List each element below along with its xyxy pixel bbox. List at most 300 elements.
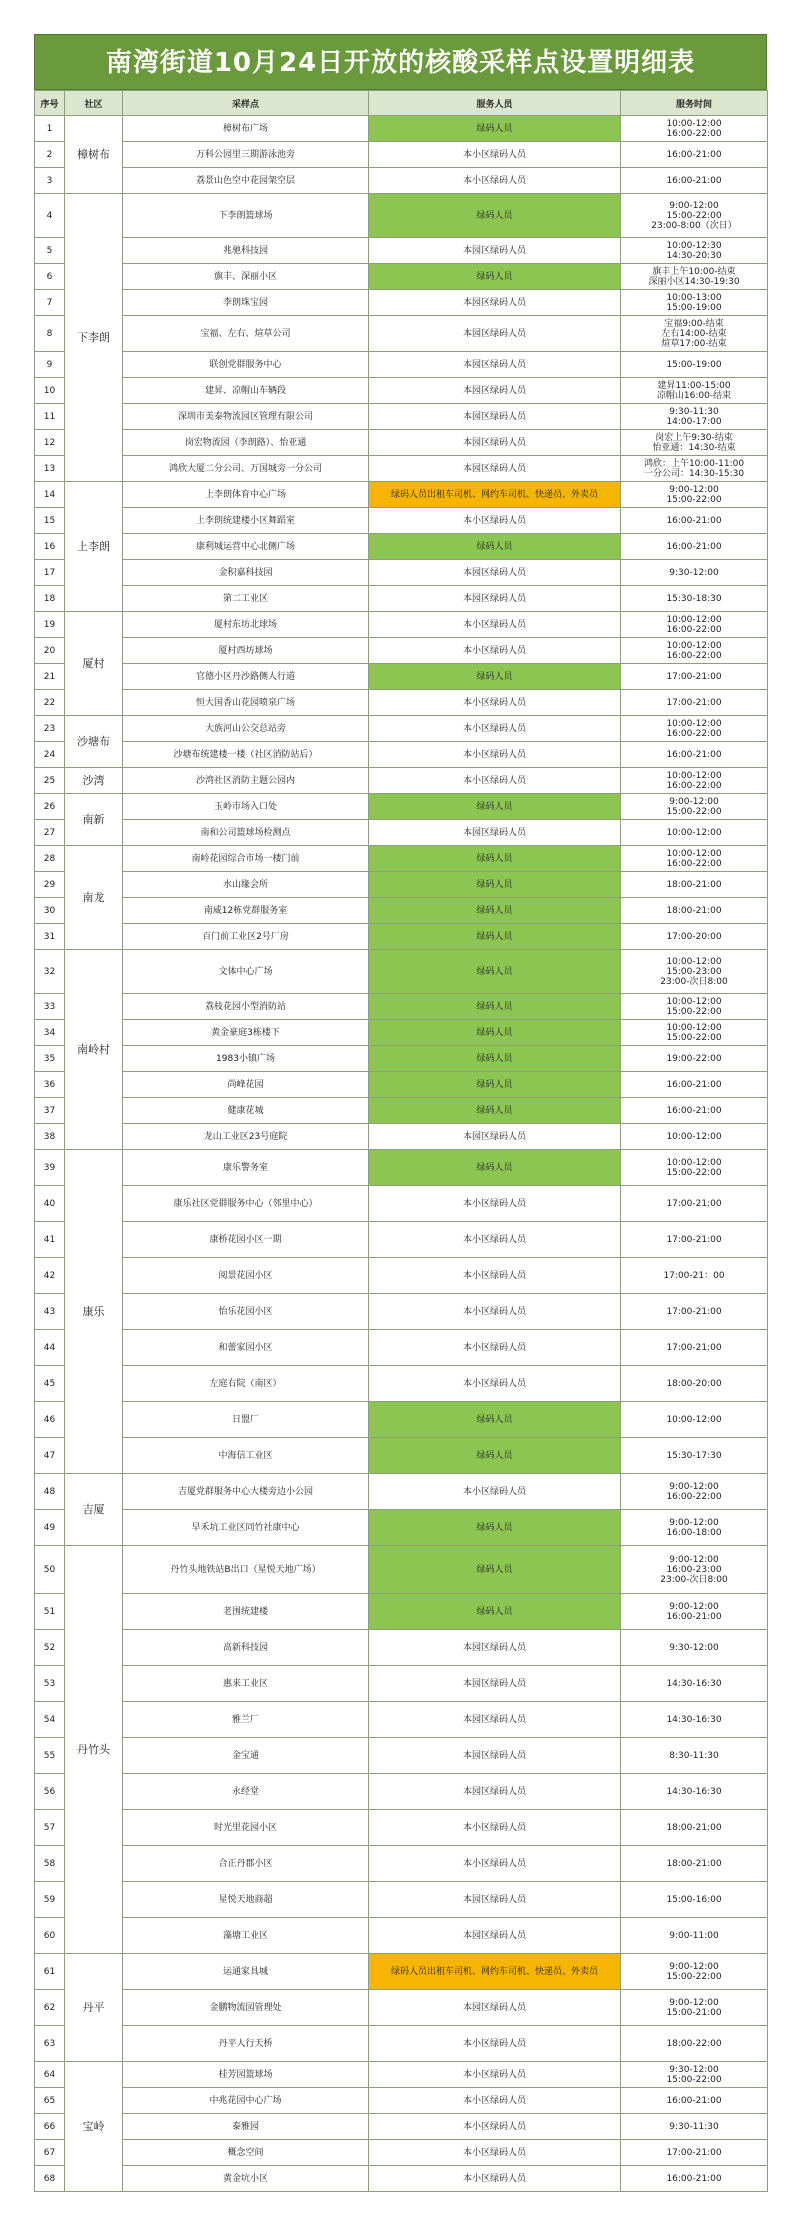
table-row (35, 534, 768, 560)
table-row (35, 352, 768, 378)
time-line: 17:00-21:00 (666, 2147, 722, 2158)
table-row (35, 586, 768, 612)
cell-service: 绿码人员 (369, 872, 621, 898)
time-line: 18:00-22:00 (666, 2038, 722, 2049)
cell-site: 荔枝花园小型消防站 (123, 994, 369, 1020)
time-line: 16:00-22:00 (666, 128, 722, 139)
cell-site: 永经堂 (123, 1774, 369, 1810)
cell-time (621, 1774, 768, 1810)
table-row (35, 664, 768, 690)
time-line: 16:00-22:00 (666, 780, 722, 791)
time-line: 10:00-12:00 (666, 614, 722, 625)
table-row (35, 1186, 768, 1222)
cell-service: 本园区绿码人员 (369, 430, 621, 456)
time-line: 10:00-13:00 (666, 292, 722, 303)
cell-service: 绿码人员 (369, 898, 621, 924)
table-row (35, 1990, 768, 2026)
cell-time (621, 742, 768, 768)
table-row (35, 2114, 768, 2140)
table-row (35, 508, 768, 534)
cell-community: 丹平 (65, 1954, 123, 2062)
cell-site: 兆驰科技园 (123, 238, 369, 264)
cell-service: 本园区绿码人员 (369, 560, 621, 586)
cell-seq: 42 (35, 1258, 65, 1294)
time-line: 17:00-21:00 (666, 697, 722, 708)
cell-time (621, 1124, 768, 1150)
header-community: 社区 (65, 91, 123, 116)
time-line: 18:00-21:00 (666, 905, 722, 916)
cell-service: 本园区绿码人员 (369, 1702, 621, 1738)
time-line: 10:00-12:00 (666, 1131, 722, 1142)
cell-seq: 54 (35, 1702, 65, 1738)
cell-site: 岗宏物流园（李朗路）、怡亚通 (123, 430, 369, 456)
time-line: 15:00-22:00 (666, 1006, 722, 1017)
cell-community: 南龙 (65, 846, 123, 950)
cell-site: 官德小区丹沙路侧人行道 (123, 664, 369, 690)
cell-site: 早禾坑工业区同竹社康中心 (123, 1510, 369, 1546)
time-line: 9:00-12:00 (669, 484, 719, 495)
table-row (35, 794, 768, 820)
table-row (35, 898, 768, 924)
time-line: 17:00-21:00 (666, 1342, 722, 1353)
cell-seq: 22 (35, 690, 65, 716)
cell-site: 旗丰、深丽小区 (123, 264, 369, 290)
table-row (35, 1774, 768, 1810)
cell-site: 李朗珠宝园 (123, 290, 369, 316)
time-line: 15:00-22:00 (666, 806, 722, 817)
cell-time (621, 716, 768, 742)
cell-service: 绿码人员 (369, 1402, 621, 1438)
cell-seq: 17 (35, 560, 65, 586)
cell-time (621, 1738, 768, 1774)
cell-time (621, 872, 768, 898)
cell-service: 本小区绿码人员 (369, 690, 621, 716)
cell-time (621, 430, 768, 456)
time-line: 8:30-11:30 (669, 1750, 719, 1761)
cell-service: 本园区绿码人员 (369, 1882, 621, 1918)
time-line: 左右14:00-结束 (661, 328, 727, 339)
cell-seq: 13 (35, 456, 65, 482)
cell-service: 本园区绿码人员 (369, 1738, 621, 1774)
cell-seq: 44 (35, 1330, 65, 1366)
cell-service: 本园区绿码人员 (369, 820, 621, 846)
time-line: 18:00-21:00 (666, 879, 722, 890)
cell-service: 本小区绿码人员 (369, 1474, 621, 1510)
cell-seq: 18 (35, 586, 65, 612)
time-line: 15:30-17:30 (666, 1450, 722, 1461)
time-line: 18:00-21:00 (666, 1822, 722, 1833)
table-row (35, 1438, 768, 1474)
cell-service: 本园区绿码人员 (369, 316, 621, 352)
cell-time (621, 316, 768, 352)
time-line: 17:00-20:00 (666, 931, 722, 942)
cell-site: 沙湾社区消防主题公园内 (123, 768, 369, 794)
cell-community: 南岭村 (65, 950, 123, 1150)
time-line: 16:00-22:00 (666, 1491, 722, 1502)
cell-site: 吉厦党群服务中心大楼旁边小公园 (123, 1474, 369, 1510)
cell-time (621, 638, 768, 664)
page-title: 南湾街道10月24日开放的核酸采样点设置明细表 (34, 34, 767, 90)
cell-seq: 43 (35, 1294, 65, 1330)
cell-seq: 57 (35, 1810, 65, 1846)
cell-community: 沙塘布 (65, 716, 123, 768)
cell-seq: 34 (35, 1020, 65, 1046)
cell-seq: 23 (35, 716, 65, 742)
cell-time (621, 404, 768, 430)
time-line: 15:00-16:00 (666, 1894, 722, 1905)
table-row (35, 820, 768, 846)
time-line: 凉帽山16:00-结束 (656, 390, 732, 401)
cell-community: 上李朗 (65, 482, 123, 612)
cell-seq: 7 (35, 290, 65, 316)
table-row (35, 846, 768, 872)
cell-seq: 68 (35, 2166, 65, 2192)
table-row (35, 1330, 768, 1366)
time-line: 15:30-18:30 (666, 593, 722, 604)
cell-site: 金宝通 (123, 1738, 369, 1774)
cell-time (621, 794, 768, 820)
table-row (35, 1098, 768, 1124)
cell-community: 下李朗 (65, 194, 123, 482)
cell-service: 本小区绿码人员 (369, 2114, 621, 2140)
time-line: 9:00-12:00 (669, 1481, 719, 1492)
time-line: 16:00-21:00 (666, 2095, 722, 2106)
cell-time (621, 2166, 768, 2192)
cell-service: 本小区绿码人员 (369, 638, 621, 664)
cell-site: 水山缘会所 (123, 872, 369, 898)
time-line: 9:30-12:00 (669, 567, 719, 578)
table-row (35, 1072, 768, 1098)
cell-service: 本小区绿码人员 (369, 168, 621, 194)
cell-time (621, 1294, 768, 1330)
cell-service: 绿码人员 (369, 1510, 621, 1546)
time-line: 15:00-19:00 (666, 359, 722, 370)
time-line: 10:00-12:00 (666, 640, 722, 651)
cell-seq: 12 (35, 430, 65, 456)
table-row (35, 1738, 768, 1774)
time-line: 10:00-12:00 (666, 118, 722, 129)
cell-seq: 55 (35, 1738, 65, 1774)
table-row (35, 2026, 768, 2062)
header-service: 服务人员 (369, 91, 621, 116)
table-row (35, 1882, 768, 1918)
cell-time (621, 456, 768, 482)
table-row (35, 1402, 768, 1438)
time-line: 10:00-12:30 (666, 240, 722, 251)
cell-site: 南威12栋党群服务室 (123, 898, 369, 924)
time-line: 建昇11:00-15:00 (657, 380, 731, 391)
time-line: 9:30-11:30 (669, 406, 719, 417)
cell-site: 荔景山色空中花园架空层 (123, 168, 369, 194)
time-line: 深丽小区14:30-19:30 (648, 276, 740, 287)
cell-seq: 16 (35, 534, 65, 560)
cell-community: 康乐 (65, 1150, 123, 1474)
cell-service: 绿码人员 (369, 950, 621, 994)
cell-seq: 35 (35, 1046, 65, 1072)
table-row (35, 2166, 768, 2192)
time-line: 怡亚通：14:30-结束 (652, 442, 736, 453)
cell-time (621, 2062, 768, 2088)
table-row (35, 994, 768, 1020)
time-line: 16:00-21:00 (666, 541, 722, 552)
table-row (35, 1020, 768, 1046)
cell-seq: 58 (35, 1846, 65, 1882)
table-row (35, 1630, 768, 1666)
time-line: 9:00-12:00 (669, 200, 719, 211)
time-line: 9:00-12:00 (669, 1601, 719, 1612)
cell-site: 上李朗统建楼小区舞蹈室 (123, 508, 369, 534)
cell-time (621, 1666, 768, 1702)
cell-time (621, 1020, 768, 1046)
cell-service: 本园区绿码人员 (369, 1666, 621, 1702)
cell-site: 康桥花园小区一期 (123, 1222, 369, 1258)
cell-seq: 24 (35, 742, 65, 768)
cell-site: 宝福、左右、煊草公司 (123, 316, 369, 352)
cell-site: 健康花城 (123, 1098, 369, 1124)
cell-seq: 27 (35, 820, 65, 846)
cell-service: 本小区绿码人员 (369, 742, 621, 768)
time-line: 14:30-16:30 (666, 1786, 722, 1797)
cell-time (621, 1702, 768, 1738)
cell-seq: 5 (35, 238, 65, 264)
time-line: 9:00-12:00 (669, 796, 719, 807)
cell-time (621, 534, 768, 560)
table-row (35, 264, 768, 290)
table-row (35, 2088, 768, 2114)
cell-time (621, 1810, 768, 1846)
table-row (35, 742, 768, 768)
cell-service: 本园区绿码人员 (369, 586, 621, 612)
cell-seq: 2 (35, 142, 65, 168)
cell-site: 南岭花园综合市场一楼门前 (123, 846, 369, 872)
time-line: 9:30-12:00 (669, 2064, 719, 2075)
cell-seq: 15 (35, 508, 65, 534)
cell-service: 本小区绿码人员 (369, 1810, 621, 1846)
cell-site: 厦村东坊北球场 (123, 612, 369, 638)
table-row (35, 116, 768, 142)
cell-seq: 11 (35, 404, 65, 430)
cell-service: 本小区绿码人员 (369, 1258, 621, 1294)
cell-service: 绿码人员 (369, 1020, 621, 1046)
cell-service: 本小区绿码人员 (369, 1366, 621, 1402)
cell-seq: 59 (35, 1882, 65, 1918)
time-line: 16:00-21:00 (666, 149, 722, 160)
time-line: 15:00-21:00 (666, 2007, 722, 2018)
table-row (35, 1124, 768, 1150)
time-line: 岗宏上午9:30-结束 (655, 432, 733, 443)
table-row (35, 238, 768, 264)
table-row (35, 290, 768, 316)
cell-time (621, 352, 768, 378)
time-line: 9:00-12:00 (669, 1554, 719, 1565)
cell-time (621, 1510, 768, 1546)
cell-service: 绿码人员 (369, 664, 621, 690)
cell-time (621, 1150, 768, 1186)
cell-service: 本小区绿码人员 (369, 2026, 621, 2062)
cell-seq: 47 (35, 1438, 65, 1474)
cell-site: 康利城运营中心北侧广场 (123, 534, 369, 560)
table-row (35, 690, 768, 716)
cell-site: 黄金豪庭3栋楼下 (123, 1020, 369, 1046)
cell-site: 大族河山公交总站旁 (123, 716, 369, 742)
cell-seq: 37 (35, 1098, 65, 1124)
cell-site: 第二工业区 (123, 586, 369, 612)
time-line: 15:00-23:00 (666, 966, 722, 977)
cell-site: 桂芳园篮球场 (123, 2062, 369, 2088)
cell-time (621, 482, 768, 508)
cell-service: 绿码人员出租车司机、网约车司机、快递员、外卖员 (369, 482, 621, 508)
table-row (35, 1046, 768, 1072)
time-line: 旗丰上午10:00-结束 (652, 266, 736, 277)
cell-seq: 20 (35, 638, 65, 664)
cell-service: 本园区绿码人员 (369, 1990, 621, 2026)
time-line: 19:00-22:00 (666, 1053, 722, 1064)
table-row (35, 924, 768, 950)
cell-site: 概念空间 (123, 2140, 369, 2166)
time-line: 16:00-22:00 (666, 728, 722, 739)
cell-seq: 26 (35, 794, 65, 820)
cell-service: 本小区绿码人员 (369, 2088, 621, 2114)
table-row (35, 1810, 768, 1846)
cell-seq: 38 (35, 1124, 65, 1150)
cell-time (621, 238, 768, 264)
cell-service: 绿码人员 (369, 924, 621, 950)
cell-time (621, 560, 768, 586)
cell-service: 绿码人员 (369, 846, 621, 872)
time-line: 17:00-21:00 (666, 671, 722, 682)
time-line: 15:00-22:00 (666, 210, 722, 221)
cell-site: 万科公园里三期游泳池旁 (123, 142, 369, 168)
cell-seq: 56 (35, 1774, 65, 1810)
table-row (35, 872, 768, 898)
table-row (35, 1954, 768, 1990)
cell-time (621, 116, 768, 142)
cell-site: 金鹏物流园管理处 (123, 1990, 369, 2026)
cell-service: 本园区绿码人员 (369, 456, 621, 482)
time-line: 9:00-12:00 (669, 1997, 719, 2008)
cell-site: 高新科技园 (123, 1630, 369, 1666)
time-line: 16:00-22:00 (666, 624, 722, 635)
cell-seq: 53 (35, 1666, 65, 1702)
table-row (35, 1666, 768, 1702)
cell-time (621, 586, 768, 612)
table-row (35, 2062, 768, 2088)
cell-seq: 28 (35, 846, 65, 872)
cell-site: 南和公司篮球场检测点 (123, 820, 369, 846)
cell-time (621, 994, 768, 1020)
cell-site: 沙塘布统建楼一楼（社区消防站后） (123, 742, 369, 768)
time-line: 9:30-12:00 (669, 1642, 719, 1653)
cell-service: 本园区绿码人员 (369, 352, 621, 378)
time-line: 9:30-11:30 (669, 2121, 719, 2132)
cell-service: 绿码人员出租车司机、网约车司机、快递员、外卖员 (369, 1954, 621, 1990)
time-line: 9:00-11:00 (669, 1930, 719, 1941)
time-line: 10:00-12:00 (666, 770, 722, 781)
time-line: 15:00-22:00 (666, 1167, 722, 1178)
table-row (35, 560, 768, 586)
cell-service: 绿码人员 (369, 1072, 621, 1098)
table-row (35, 404, 768, 430)
table-row (35, 612, 768, 638)
time-line: 16:00-23:00 (666, 1564, 722, 1575)
cell-service: 本小区绿码人员 (369, 2062, 621, 2088)
cell-seq: 21 (35, 664, 65, 690)
cell-time (621, 1072, 768, 1098)
cell-site: 龙山工业区23号庭院 (123, 1124, 369, 1150)
table-row (35, 142, 768, 168)
table-row (35, 2140, 768, 2166)
cell-time (621, 1402, 768, 1438)
cell-service: 绿码人员 (369, 116, 621, 142)
cell-service: 本园区绿码人员 (369, 1630, 621, 1666)
cell-site: 阅景花园小区 (123, 1258, 369, 1294)
cell-time (621, 1882, 768, 1918)
cell-service: 本园区绿码人员 (369, 290, 621, 316)
cell-service: 绿码人员 (369, 1546, 621, 1594)
time-line: 15:00-22:00 (666, 494, 722, 505)
cell-community: 吉厦 (65, 1474, 123, 1546)
table-row (35, 950, 768, 994)
time-line: 16:00-21:00 (666, 1079, 722, 1090)
time-line: 14:30-20:30 (666, 250, 722, 261)
cell-service: 绿码人员 (369, 1594, 621, 1630)
cell-service: 本园区绿码人员 (369, 1124, 621, 1150)
cell-service: 本小区绿码人员 (369, 1186, 621, 1222)
cell-site: 丹竹头地铁站B出口（星悦天地广场） (123, 1546, 369, 1594)
time-line: 15:00-22:00 (666, 1971, 722, 1982)
cell-site: 尚峰花园 (123, 1072, 369, 1098)
cell-seq: 8 (35, 316, 65, 352)
cell-time (621, 1046, 768, 1072)
time-line: 16:00-21:00 (666, 515, 722, 526)
cell-time (621, 768, 768, 794)
cell-time (621, 1098, 768, 1124)
cell-seq: 32 (35, 950, 65, 994)
time-line: 15:00-22:00 (666, 1032, 722, 1043)
cell-community: 宝岭 (65, 2062, 123, 2192)
time-line: 15:00-19:00 (666, 302, 722, 313)
cell-site: 怡乐花园小区 (123, 1294, 369, 1330)
cell-site: 和蕾家园小区 (123, 1330, 369, 1366)
cell-seq: 19 (35, 612, 65, 638)
time-line: 23:00-8:00（次日） (651, 220, 737, 231)
cell-site: 黄金坑小区 (123, 2166, 369, 2192)
cell-site: 百门前工业区2号厂房 (123, 924, 369, 950)
cell-service: 本小区绿码人员 (369, 1846, 621, 1882)
time-line: 煊草17:00-结束 (661, 338, 727, 349)
cell-seq: 9 (35, 352, 65, 378)
cell-time (621, 2114, 768, 2140)
cell-time (621, 142, 768, 168)
cell-service: 本小区绿码人员 (369, 612, 621, 638)
time-line: 10:00-12:00 (666, 1414, 722, 1425)
time-line: 14:00-17:00 (666, 416, 722, 427)
cell-seq: 1 (35, 116, 65, 142)
cell-seq: 48 (35, 1474, 65, 1510)
cell-seq: 41 (35, 1222, 65, 1258)
table-row (35, 430, 768, 456)
time-line: 16:00-22:00 (666, 650, 722, 661)
table-row (35, 1366, 768, 1402)
cell-time (621, 1594, 768, 1630)
cell-community: 南新 (65, 794, 123, 846)
table-row (35, 1702, 768, 1738)
cell-site: 建昇、凉帽山车辆段 (123, 378, 369, 404)
table-row (35, 1150, 768, 1186)
cell-service: 绿码人员 (369, 794, 621, 820)
cell-time (621, 1954, 768, 1990)
cell-seq: 29 (35, 872, 65, 898)
